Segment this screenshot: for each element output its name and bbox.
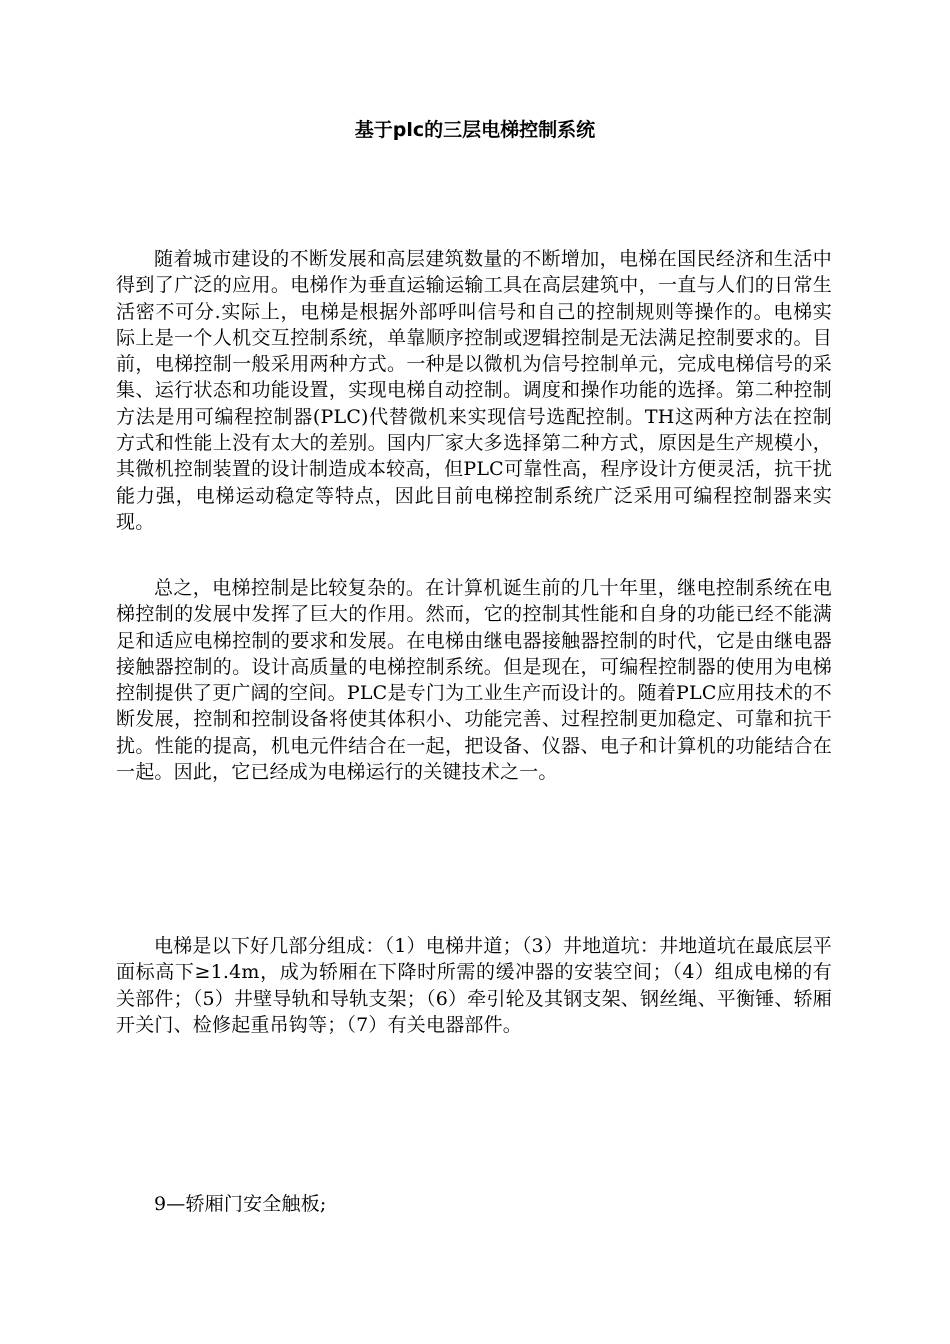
- paragraph-summary: 总之，电梯控制是比较复杂的。在计算机诞生前的几十年里，继电控制系统在电梯控制的发展中发挥了巨大的作用。然而，它的控制其性能和自身的功能已经不能满足和适应电梯控制的要求和发展。在电梯由继电器接触器控制的时代，它是由继电器接触器控制的。设计高质量的电梯控制系统。但是现在，可编程控制器的使用为电梯控制提供了更广阔的空间。PLC是专门为工业生产而设计的。随着PLC应用技术的不断发展，控制和控制设备将使其体积小、功能完善、过程控制更加稳定、可靠和抗干扰。性能的提高，机电元件结合在一起，把设备、仪器、电子和计算机的功能结合在一起。因此，它已经成为电梯运行的关键技术之一。: [116, 577, 832, 784]
- document-title: 基于plc的三层电梯控制系统: [354, 119, 596, 141]
- paragraph-introduction: 随着城市建设的不断发展和高层建筑数量的不断增加，电梯在国民经济和生活中得到了广泛的应用。电梯作为垂直运输运输工具在高层建筑中，一直与人们的日常生活密不可分.实际上，电梯是根据外部呼叫信号和自己的控制规则等操作的。电梯实际上是一个人机交互控制系统，单靠顺序控制或逻辑控制是无法满足控制要求的。目前，电梯控制一般采用两种方式。一种是以微机为信号控制单元，完成电梯信号的采集、运行状态和功能设置，实现电梯自动控制。调度和操作功能的选择。第二种控制方法是用可编程控制器(PLC)代替微机来实现信号选配控制。TH这两种方法在控制方式和性能上没有太大的差别。国内厂家大多选择第二种方式，原因是生产规模小，其微机控制装置的设计制造成本较高，但PLC可靠性高，程序设计方便灵活，抗干扰能力强，电梯运动稳定等特点，因此目前电梯控制系统广泛采用可编程控制器来实现。: [116, 248, 832, 533]
- paragraph-elevator-components: 电梯是以下好几部分组成：（1）电梯井道；（3）井地道坑：井地道坑在最底层平面标高下≥1.4m，成为轿厢在下降时所需的缓冲器的安装空间；（4）组成电梯的有关部件；（5）井壁导轨和导轨支架；（6）牵引轮及其钢支架、钢丝绳、平衡锤、轿厢开关门、检修起重吊钩等；（7）有关电器部件。: [116, 935, 832, 1036]
- paragraph-safety-edge-note: 9—轿厢门安全触板;: [154, 1193, 327, 1215]
